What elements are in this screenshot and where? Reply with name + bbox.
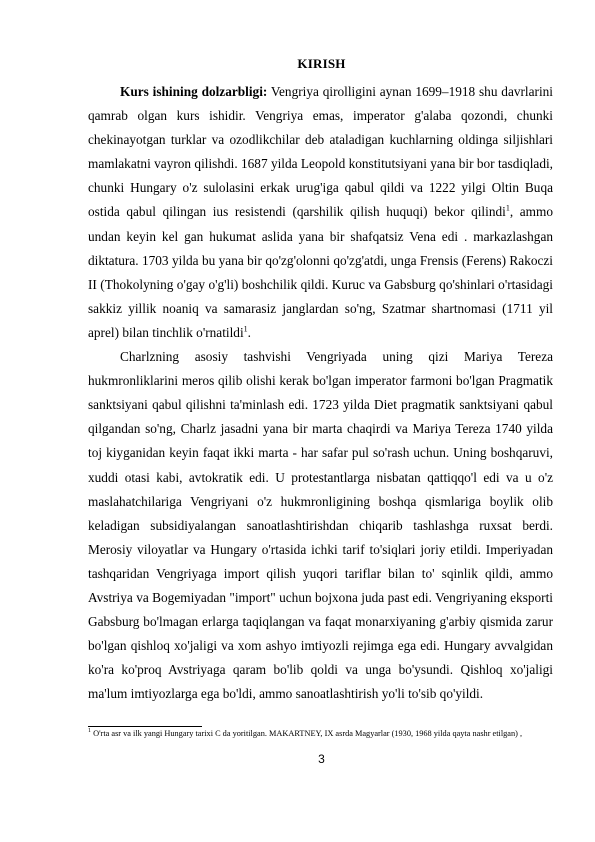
body-text (88, 80, 553, 706)
footnote-text: O'rta asr va ilk yangi Hungary tarixi C da yoritilgan. MAKARTNEY, IX asrda Magyarlar (1930, 1968 yilda qayta nashr etilgan) , (91, 729, 523, 738)
section-heading: KIRISH (297, 56, 346, 71)
paragraph-text: , ammo undan keyin kel gan hukumat aslida yana bir shafqatsiz Vena edi . markazlashgan diktatura. 1703 yilda bu yana bir qo'zg'olonni qo'zg'atdi, unga Frensis (Ferens) Rakoczi II (Thokolyning o'gay o'g'li) boshchilik qildi. Kuruc va Gabsburg qo'shinlari o'rtasidagi sakkiz yillik noaniq va samarasiz janglardan so'ng, Szatmar shartnomasi (1711 yil aprel) bilan tinchlik o'rnatildi (88, 204, 553, 340)
paragraph-relevance (88, 80, 553, 345)
paragraph-text: Vengriya qirolligini aynan 1699–1918 shu davrlarini qamrab olgan kurs ishidir. Vengriya emas, imperator g'alaba qozondi, chunki chekinayotgan turklar va ozodlikchilar deb ataladigan kuchlarning oldinga siljishlari mamlakatni vayron qilishdi. 1687 yilda Leopold konstitutsiyani yana bir bor tasdiqladi, chunki Hungary o'z sulolasini erkak urug'iga qabul qildi va 1222 yilgi Oltin Buqa ostida qabul qilingan ius resistendi (qarshilik qilish huquqi) bekor qilindi (88, 84, 553, 220)
footnote-reference[interactable]: 1 (243, 324, 248, 334)
footnote-reference[interactable]: 1 (505, 204, 510, 214)
paragraph-text: . (247, 324, 251, 340)
page-number: 3 (318, 752, 325, 766)
paragraph-lead: Kurs ishining dolzarbligi: (120, 84, 268, 99)
footnote-divider (88, 726, 202, 727)
footnote-marker: 1 (88, 728, 91, 735)
paragraph-charles: Charlzning asosiy tashvishi Vengriyada uning qizi Mariya Tereza hukmronliklarini meros qilib olishi kerak bo'lgan imperator farmoni bo'lgan Pragmatik sanktsiyani qabul qilishni ta'minlash edi. 1723 yilda Diet pragmatik sanktsiyani qabul qilgandan so'ng, Charlz jasadni yana bir marta chaqirdi va Mariya Tereza 1740 yilda toj kiyganidan keyin faqat ikki marta - har safar pul so'rash uchun. Uning boshqaruvi, xuddi otasi kabi, avtokratik edi. U protestantlarga nisbatan qattiqqo'l edi va u o'z maslahatchilariga Vengriyani o'z hukmronligining boshqa qismlariga boylik olib keladigan subsidiyalangan sanoatlashtirishdan chiqarib tashlashga ruxsat berdi. Merosiy viloyatlar va Hungary o'rtasida ichki tarif to'siqlari joriy etildi. Imperiyadan tashqaridan Vengriyaga import qilish yuqori tariflar bilan to' sqinlik qildi, ammo Avstriya va Bogemiyadan "import" uchun bojxona juda past edi. Vengriyaning eksporti Gabsburg bo'lmagan erlarga taqiqlangan va faqat monarxiyaning g'arbiy qismida zarur bo'lgan qishloq xo'jaligi va xom ashyo imtiyozli rejimga ega edi. Hungary avvalgidan ko'ra ko'proq Avstriyaga qaram bo'lib qoldi va unga bo'ysundi. Qishloq xo'jaligi ma'lum imtiyozlarga ega bo'ldi, ammo sanoatlashtirish yo'li to'sib qo'yildi. (88, 349, 553, 702)
footnote (88, 728, 553, 739)
